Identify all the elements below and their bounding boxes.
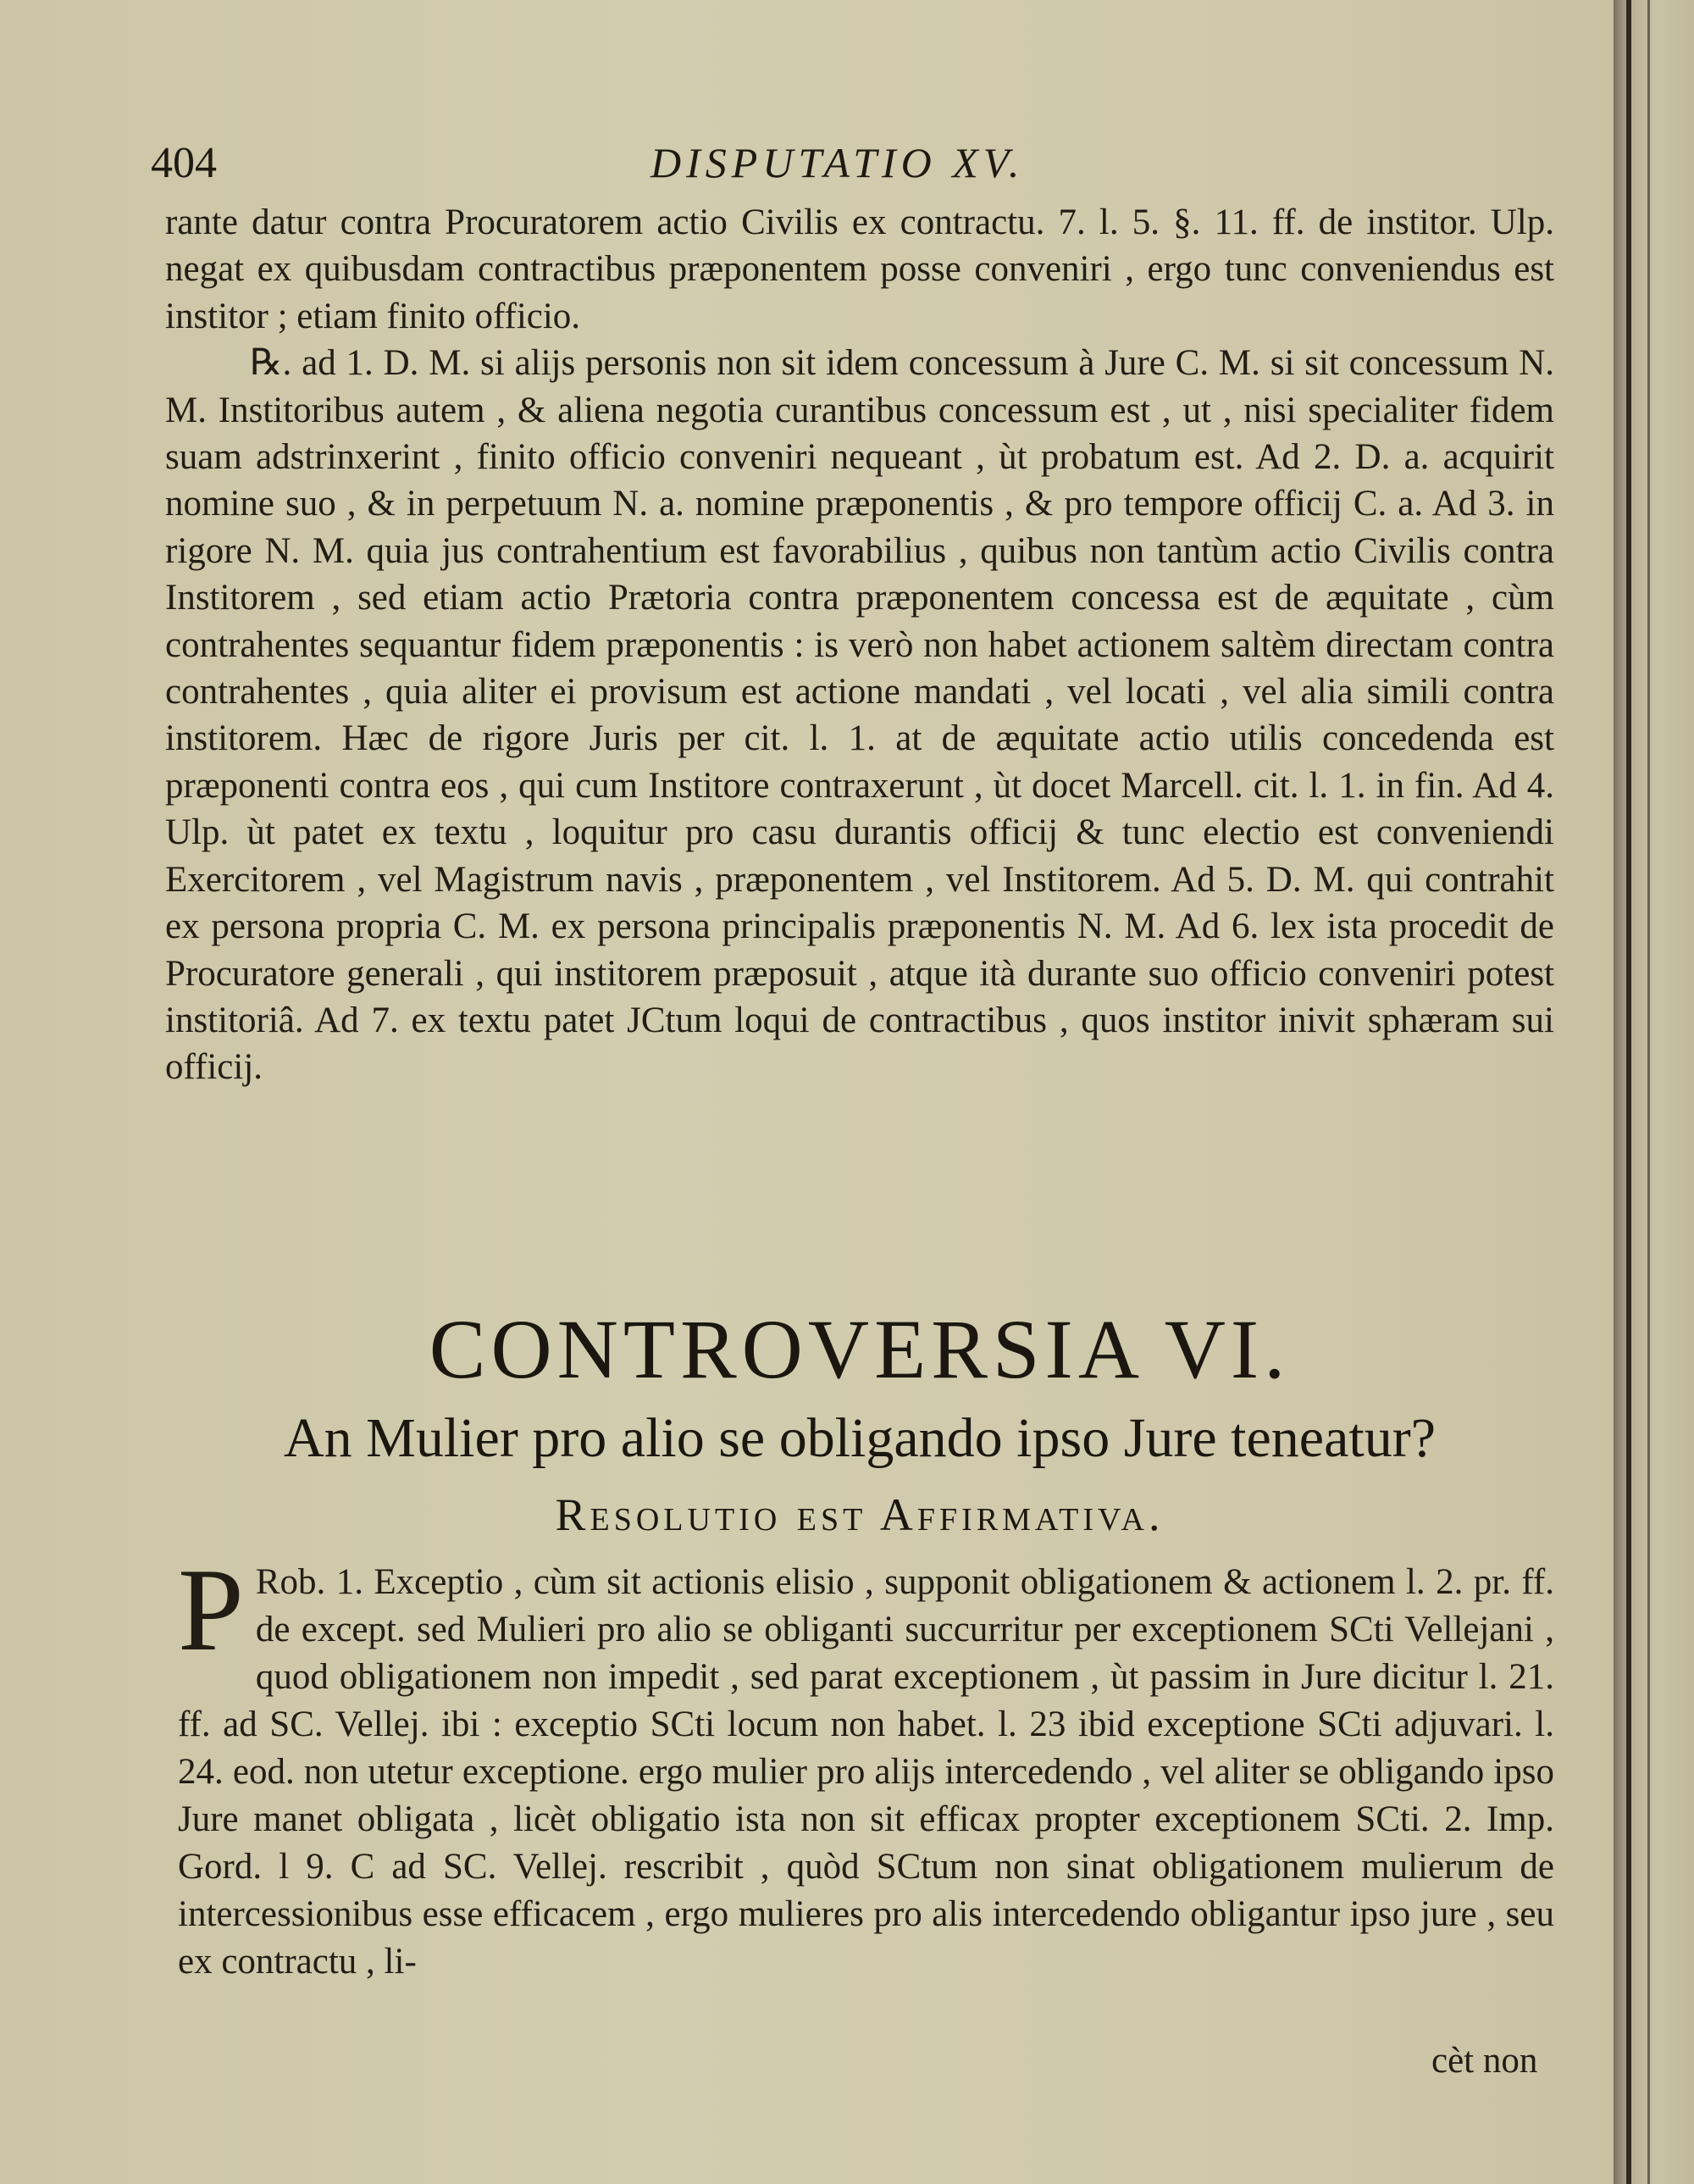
- page-header: [151, 131, 1582, 191]
- body-text-section-2: [178, 1544, 1554, 1986]
- running-head: DISPUTATIO XV.: [650, 139, 1025, 186]
- catchword: cèt non: [1431, 2041, 1538, 2081]
- section-question: An Mulier pro alio se obligando ipso Jure teneatur?: [284, 1407, 1436, 1469]
- page-number: 404: [151, 139, 217, 187]
- drop-cap: P: [178, 1544, 244, 1676]
- paragraph: rante datur contra Procuratorem actio Civilis ex contractu. 7. l. 5. §. 11. ff. de institor. Ulp. negat ex quibusdam contractibus præponentem posse conveniri , ergo tunc conveniendus est institor ; etiam finito officio.: [165, 202, 1554, 336]
- paragraph: ℞. ad 1. D. M. si alijs personis non sit idem concessum à Jure C. M. si sit concessum N. M. Institoribus autem , & aliena negotia curantibus concessum est , ut , nisi specialiter fidem suam adstrinxerint , finito officio conveniri nequeant , ùt probatum est. Ad 2. D. a. acquirit nomine suo , & in perpetuum N. a. nomine præponentis , & pro tempore officij C. a. Ad 3. in rigore N. M. quia jus contrahentium est favorabilius , quibus non tantùm actio Civilis contra Institorem , sed etiam actio Prætoria contra præponentem concessa est de æquitate , cùm contrahentes sequantur fidem præponentis : is verò non habet actionem saltèm directam contra contrahentes , quia aliter ei provisum est actione mandati , vel locati , vel alia simili contra institorem. Hæc de rigore Juris per cit. l. 1. at de æquitate actio utilis concedenda est præponenti contra eos , qui cum Institore contraxerunt , ùt docet Marcell. cit. l. 1. in fin. Ad 4. Ulp. ùt patet ex textu , loquitur pro casu durantis officij & tunc electio est conveniendi Exercitorem , vel Magistrum navis , præponentem , vel Institorem. Ad 5. D. M. qui contrahit ex persona propria C. M. ex persona principalis præponentis N. M. Ad 6. lex ista procedit de Procuratore generali , qui institorem præposuit , atque ità durante suo officio conveniri potest institoriâ. Ad 7. ex textu patet JCtum loqui de contractibus , quos institor inivit sphæram sui officij.: [165, 343, 1554, 1088]
- paragraph: Rob. 1. Exceptio , cùm sit actionis elisio , supponit obligationem & actionem l. 2. pr. ff. de except. sed Mulieri pro alio se obliganti succurritur per exceptionem SCti Vellejani , quod obligationem non impedit , sed parat exceptionem , ùt passim in Jure dicitur l. 21. ff. ad SC. Vellej. ibi : exceptio SCti locum non habet. l. 23 ibid exceptione SCti adjuvari. l. 24. eod. non utetur exceptione. ergo mulier pro alijs intercedendo , vel aliter se obligando ipso Jure manet obligata , licèt obligatio ista non sit efficax propter exceptionem SCti. 2. Imp. Gord. l 9. C ad SC. Vellej. rescribit , quòd SCtum non sinat obligationem mulierum de intercessionibus esse efficacem , ergo mulieres pro alis intercedendo obligantur ipso jure , seu ex contractu , li-: [178, 1562, 1554, 1982]
- body-text-section-1: [165, 199, 1554, 1091]
- gutter-shadow-line: [1626, 0, 1631, 2184]
- section-resolution: Resolutio est Affirmativa.: [555, 1489, 1165, 1540]
- gutter-edge-line: [1647, 0, 1650, 2184]
- section-title: CONTROVERSIA VI.: [429, 1302, 1291, 1396]
